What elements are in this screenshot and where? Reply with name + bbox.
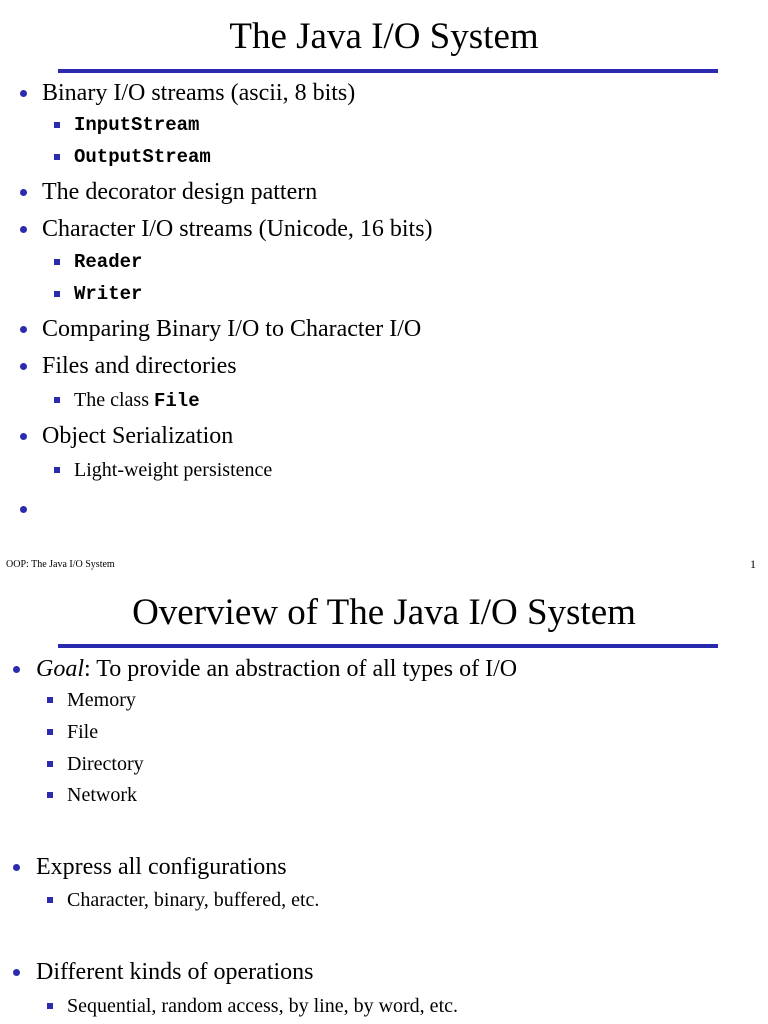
bullet-icon [20,326,27,333]
title-underline [58,644,718,648]
page-number: 1 [750,557,756,571]
bullet-icon [13,666,20,673]
text-prefix: The class [74,389,154,411]
square-bullet-icon [47,697,53,703]
code-text: OutputStream [74,146,211,168]
bullet-text: Comparing Binary I/O to Character I/O [42,316,422,342]
sub-bullet-text [74,388,200,413]
square-bullet-icon [54,397,60,403]
slide-title: Overview of The Java I/O System [132,592,636,633]
bullet-text: Files and directories [42,353,237,379]
square-bullet-icon [47,897,53,903]
bullet-icon [20,189,27,196]
bullet-icon [13,864,20,871]
code-text: Writer [74,283,143,305]
square-bullet-icon [54,291,60,297]
square-bullet-icon [54,154,60,160]
sub-bullet-text: Memory [67,689,136,711]
square-bullet-icon [47,729,53,735]
slide-footer: OOP: The Java I/O System [6,559,115,570]
square-bullet-icon [54,467,60,473]
bullet-text: Express all configurations [36,854,287,880]
bullet-rest-text: : To provide an abstraction of all types of I/O [84,656,518,682]
square-bullet-icon [47,761,53,767]
sub-bullet-text: Character, binary, buffered, etc. [67,889,320,911]
sub-bullet-text: Light-weight persistence [74,459,273,481]
sub-bullet-text: Sequential, random access, by line, by word, etc. [67,995,458,1017]
sub-bullet-text: Directory [67,753,144,775]
bullet-text: The decorator design pattern [42,179,318,205]
title-underline [58,69,718,73]
bullet-icon [20,506,27,513]
code-text: Reader [74,251,143,273]
bullet-text: Character I/O streams (Unicode, 16 bits) [42,216,433,242]
code-text: File [153,390,200,412]
bullet-icon [20,433,27,440]
bullet-icon [20,226,27,233]
sub-bullet-text: File [67,721,99,743]
bullet-text: Different kinds of operations [36,959,314,985]
emphasis-text: Goal [36,656,84,682]
slide-title: The Java I/O System [229,16,539,57]
bullet-text [36,655,517,683]
bullet-text: Binary I/O streams (ascii, 8 bits) [42,80,356,106]
slide-2 [0,580,768,1024]
code-text: InputStream [74,114,200,136]
bullet-icon [20,363,27,370]
bullet-text: Object Serialization [42,423,234,449]
sub-bullet-text: Network [67,784,137,806]
square-bullet-icon [47,792,53,798]
square-bullet-icon [47,1003,53,1009]
bullet-icon [20,90,27,97]
bullet-icon [13,969,20,976]
square-bullet-icon [54,259,60,265]
square-bullet-icon [54,122,60,128]
